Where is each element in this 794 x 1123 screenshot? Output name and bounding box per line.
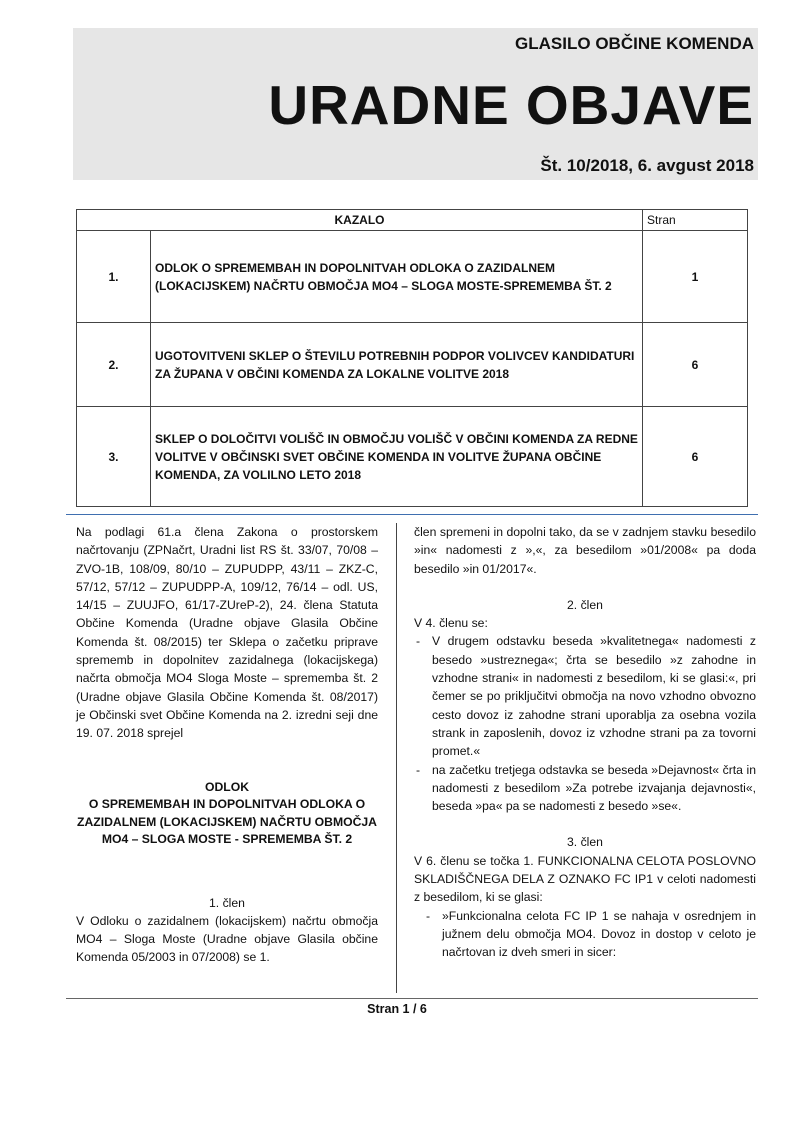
clen-2-intro: V 4. členu se: bbox=[414, 616, 488, 631]
toc-header-page: Stran bbox=[643, 210, 748, 231]
toc-row[interactable] bbox=[77, 323, 748, 407]
toc-row[interactable] bbox=[77, 231, 748, 323]
toc-row-number: 3. bbox=[77, 407, 151, 507]
clen-2-heading: 2. člen bbox=[567, 597, 603, 612]
column-divider bbox=[396, 523, 397, 993]
odlok-title: ODLOK bbox=[204, 779, 249, 794]
table-of-contents bbox=[76, 209, 748, 507]
clen-1-heading: 1. člen bbox=[209, 895, 245, 910]
toc-row-page: 6 bbox=[643, 323, 748, 407]
toc-row-number: 2. bbox=[77, 323, 151, 407]
toc-row-page: 6 bbox=[643, 407, 748, 507]
publication-title: URADNE OBJAVE bbox=[268, 74, 754, 136]
right-column bbox=[414, 523, 756, 962]
toc-row-title[interactable]: ODLOK O SPREMEMBAH IN DOPOLNITVAH ODLOKA O ZAZIDALNEM (LOKACIJSKEM) NAČRTU OBMOČJA MO4 – SLOGA MOSTE-SPREMEMBA ŠT. 2 bbox=[151, 231, 643, 323]
toc-row[interactable] bbox=[77, 407, 748, 507]
clen-3-heading: 3. člen bbox=[567, 835, 603, 850]
list-item: - V drugem odstavku beseda »kvalitetnega« nadomesti z besedo »ustreznega«; črta se besedilo »z zahodne in vzhodne strani« in nadomesti z besedilom, ki se glasi:«, pri čemer se po priključitvi območja na novo vzhodno obvozno cesto dovoz iz zahodne strani uporablja za osebna vozila strank in zaposlenih, dovoz iz vzhodne strani pa za tovorni promet.« bbox=[414, 632, 756, 760]
clen-1-text: V Odloku o zazidalnem (lokacijskem) načrtu območja MO4 – Sloga Moste (Uradne objave Glasila občine Komenda 05/2003 in 07/2008) se 1. bbox=[76, 913, 378, 965]
toc-header-row bbox=[77, 210, 748, 231]
clen-3-intro: V 6. členu se točka 1. FUNKCIONALNA CELOTA POSLOVNO SKLADIŠČNEGA DELA Z OZNAKO FC IP1 v celoti nadomesti z besedilom, ki se glasi: bbox=[414, 853, 756, 905]
masthead bbox=[73, 28, 758, 180]
footer-divider bbox=[66, 998, 758, 999]
left-column bbox=[76, 523, 378, 967]
section-divider bbox=[66, 514, 758, 515]
toc-row-title[interactable]: UGOTOVITVENI SKLEP O ŠTEVILU POTREBNIH PODPOR VOLIVCEV KANDIDATURI ZA ŽUPANA V OBČINI KOMENDA ZA LOKALNE VOLITVE 2018 bbox=[151, 323, 643, 407]
publisher-name: GLASILO OBČINE KOMENDA bbox=[515, 34, 754, 53]
page-number: Stran 1 / 6 bbox=[367, 1002, 427, 1016]
list-item: - »Funkcionalna celota FC IP 1 se nahaja v osrednjem in južnem delu območja MO4. Dovoz in dostop v celoto je načrtovan iz dveh smeri in sicer: bbox=[424, 907, 756, 962]
toc-row-number: 1. bbox=[77, 231, 151, 323]
preamble-text: Na podlagi 61.a člena Zakona o prostorskem načrtovanju (ZPNačrt, Uradni list RS št. 33/07, 70/08 – ZVO-1B, 108/09, 80/10 – ZUPUDPP, 43/11 – ZKZ-C, 57/12, 57/12 – ZUPUDPP-A, 109/12, 76/14 – odl. US, 14/15 – ZUUJFO, 61/17-ZUreP-2), 24. člena Statuta Občine Komenda (Uradne objave Glasila Občine Komenda št. 08/2015) ter Sklepa o začetku priprave sprememb in dopolnitev zazidalnega (lokacijskega) načrta območja MO4 Sloga Moste – sprememba št. 2 (Uradne objave Glasila Občine Komenda št. 08/2017) je Občinski svet Občine Komenda na 2. izredni seji dne 19. 07. 2018 sprejel bbox=[76, 525, 378, 741]
toc-row-title[interactable]: SKLEP O DOLOČITVI VOLIŠČ IN OBMOČJU VOLIŠČ V OBČINI KOMENDA ZA REDNE VOLITVE V OBČINSKI SVET OBČINE KOMENDA IN VOLITVE ŽUPANA OBČINE KOMENDA, ZA VOLILNO LETO 2018 bbox=[151, 407, 643, 507]
clen-1-continued: člen spremeni in dopolni tako, da se v zadnjem stavku besedilo »in« nadomesti z »,«, za besedilom »01/2008« pa doda besedilo »in 01/2017«. bbox=[414, 525, 756, 576]
issue-number: Št. 10/2018, 6. avgust 2018 bbox=[540, 156, 754, 175]
list-item: - na začetku tretjega odstavka se beseda »Dejavnost« črta in nadomesti z besedilom »Za potrebe izvajanja dejavnosti«, beseda »pa« pa se nadomesti z besedo »se«. bbox=[414, 761, 756, 816]
clen-3-list bbox=[414, 907, 756, 962]
odlok-subtitle: O SPREMEMBAH IN DOPOLNITVAH ODLOKA O ZAZIDALNEM (LOKACIJSKEM) NAČRTU OBMOČJA MO4 – SLOGA MOSTE - SPREMEMBA ŠT. 2 bbox=[77, 797, 377, 847]
toc-row-page: 1 bbox=[643, 231, 748, 323]
clen-2-list bbox=[414, 632, 756, 815]
toc-header-title: KAZALO bbox=[77, 210, 643, 231]
